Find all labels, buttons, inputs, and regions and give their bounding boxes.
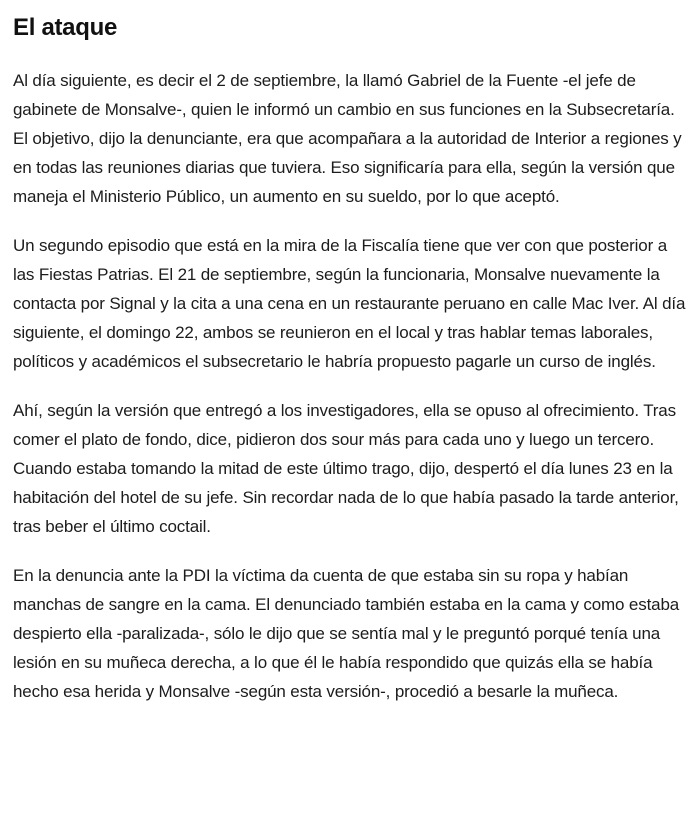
paragraph-1: Al día siguiente, es decir el 2 de septiembre, la llamó Gabriel de la Fuente -el jefe de gabinete de Monsalve-, quien le informó un cambio en sus funciones en la Subsecretaría. El objetivo, dijo la denunciante, era que acompañara a la autoridad de Interior a regiones y en todas las reuniones diarias que tuviera. Eso significaría para ella, según la versión que maneja el Ministerio Público, un aumento en su sueldo, por lo que aceptó. bbox=[13, 71, 682, 206]
paragraph-3: Ahí, según la versión que entregó a los investigadores, ella se opuso al ofrecimiento. Tras comer el plato de fondo, dice, pidieron dos sour más para cada uno y luego un tercero. Cuando estaba tomando la mitad de este último trago, dijo, despertó el día lunes 23 en la habitación del hotel de su jefe. Sin recordar nada de lo que había pasado la tarde anterior, tras beber el último coctail. bbox=[13, 401, 679, 536]
article bbox=[13, 0, 689, 706]
section-title: El ataque bbox=[13, 14, 117, 41]
paragraph-2: Un segundo episodio que está en la mira de la Fiscalía tiene que ver con que posterior a las Fiestas Patrias. El 21 de septiembre, según la funcionaria, Monsalve nuevamente la contacta por Signal y la cita a una cena en un restaurante peruano en calle Mac Iver. Al día siguiente, el domingo 22, ambos se reunieron en el local y tras hablar temas laborales, políticos y académicos el subsecretario le habría propuesto pagarle un curso de inglés. bbox=[13, 236, 686, 371]
paragraph-4: En la denuncia ante la PDI la víctima da cuenta de que estaba sin su ropa y habían manchas de sangre en la cama. El denunciado también estaba en la cama y como estaba despierto ella -paralizada-, sólo le dijo que se sentía mal y le preguntó porqué tenía una lesión en su muñeca derecha, a lo que él le había respondido que quizás ella se había hecho esa herida y Monsalve -según esta versión-, procedió a besarle la muñeca. bbox=[13, 566, 680, 701]
